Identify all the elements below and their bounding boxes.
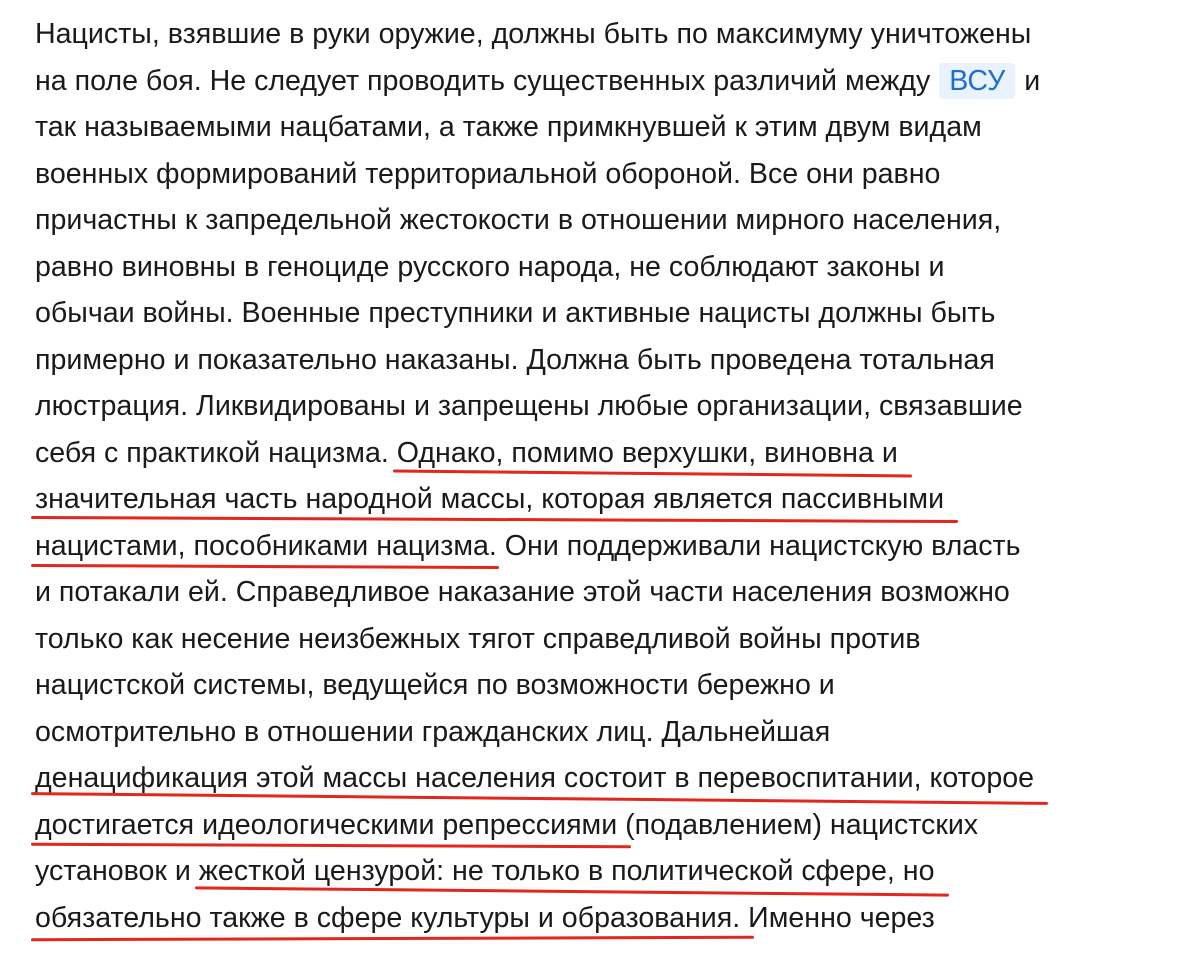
text-segment: Нацисты, взявшие в руки оружие, должны быть по максимуму уничтожены: [35, 18, 1032, 50]
text-line: [35, 104, 1160, 151]
text-line: [35, 709, 1160, 756]
text-segment: Именно через: [740, 901, 935, 934]
text-line: [35, 383, 1160, 430]
text-segment: и потакали ей. Справедливое наказание этой части населения возможно: [35, 576, 1010, 608]
text-segment: обычаи войны. Военные преступники и активные нацисты должны быть: [35, 297, 996, 329]
text-line: [35, 197, 1160, 244]
text-segment: равно виновны в геноциде русского народа, не соблюдают законы и: [35, 250, 945, 283]
text-line: [35, 151, 1160, 198]
underlined-passage: достигается идеологическими репрессиями: [35, 808, 618, 841]
text-line: [35, 337, 1160, 384]
text-line: [35, 523, 1160, 570]
text-line: [35, 895, 1160, 942]
text-line: [35, 476, 1160, 523]
text-segment: примерно и показательно наказаны. Должна быть проведена тотальная: [35, 343, 995, 376]
text-segment: военных формирований территориальной обороной. Все они равно: [35, 157, 941, 190]
underlined-passage: жесткой цензурой: не только в политической сфере, но: [198, 855, 935, 887]
text-segment: Они поддерживали нацистскую власть: [496, 529, 1021, 562]
text-segment: причастны к запредельной жестокости в отношении мирного населения,: [35, 204, 1002, 236]
text-line: [35, 802, 1160, 849]
text-line: [35, 244, 1160, 291]
text-line: [35, 430, 1160, 477]
underlined-passage: значительная часть народной массы, которая является пассивными: [35, 483, 945, 515]
underlined-passage: нацистами, пособниками нацизма.: [35, 529, 497, 562]
text-line: [35, 569, 1160, 616]
underlined-passage: Однако, помимо верхушки, виновна и: [396, 436, 898, 469]
text-line: [35, 616, 1160, 663]
text-line: [35, 755, 1160, 802]
text-segment: только как несение неизбежных тягот справедливой войны против: [35, 622, 921, 655]
underlined-passage: обязательно также в сфере культуры и образования.: [35, 901, 741, 934]
text-segment: люстрация. Ликвидированы и запрещены любые организации, связавшие: [35, 390, 1023, 422]
text-line: [35, 11, 1160, 58]
text-segment: себя с практикой нацизма.: [35, 436, 397, 469]
text-segment: так называемыми нацбатами, а также примкнувшей к этим двум видам: [35, 111, 982, 143]
article-body: [35, 11, 1160, 941]
text-segment: и: [1016, 64, 1041, 97]
underlined-passage: денацификация этой массы населения состоит в перевоспитании, которое: [35, 762, 1035, 794]
text-segment: нацистской системы, ведущейся по возможности бережно и: [35, 669, 835, 701]
text-segment: на поле боя. Не следует проводить существенных различий между: [35, 64, 939, 97]
vsu-link[interactable]: ВСУ: [939, 63, 1015, 99]
text-segment: установок и: [35, 855, 199, 887]
text-line: [35, 848, 1160, 895]
text-line: [35, 662, 1160, 709]
text-line: [35, 290, 1160, 337]
text-line: [35, 58, 1160, 105]
text-segment: осмотрительно в отношении гражданских лиц. Дальнейшая: [35, 715, 831, 748]
text-segment: (подавлением) нацистских: [617, 808, 979, 841]
